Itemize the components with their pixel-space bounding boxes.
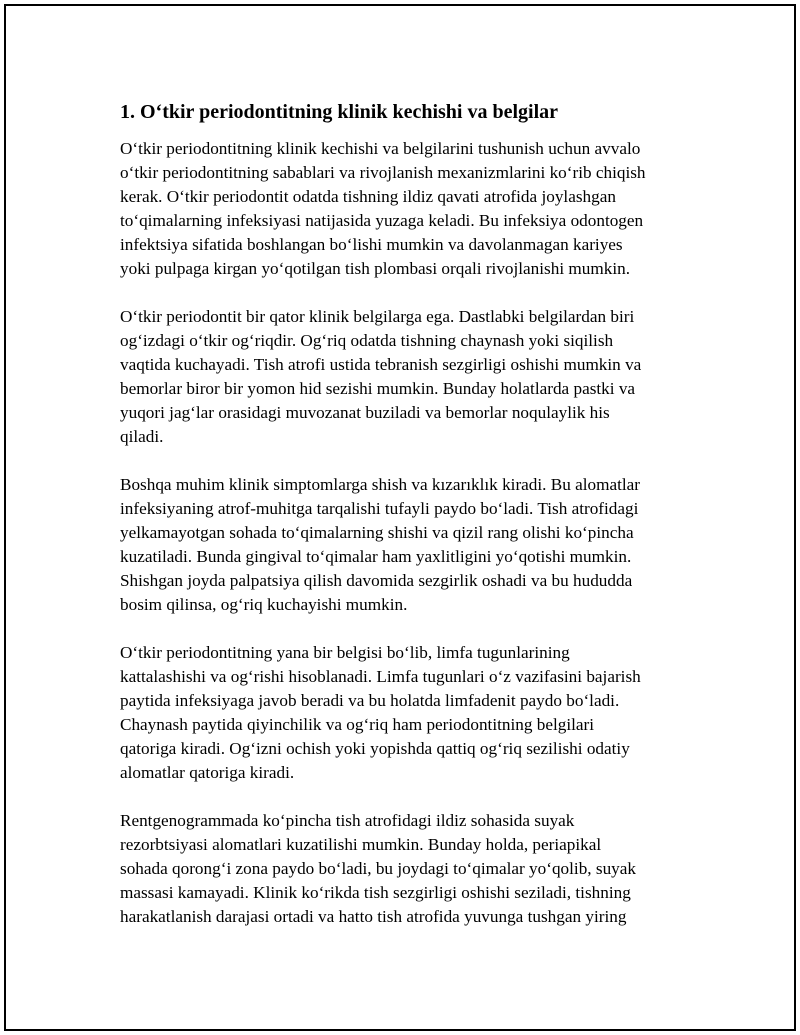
text-line: bemorlar biror bir yomon hid sezishi mumkin. Bunday holatlarda pastki va [120, 379, 636, 398]
text-line: Boshqa muhim klinik simptomlarga shish va kızarıklık kiradi. Bu alomatlar [120, 475, 641, 494]
text-line: O‘tkir periodontitning klinik kechishi va belgilarini tushunish uchun avvalo [120, 139, 641, 158]
text-line: vaqtida kuchayadi. Tish atrofi ustida tebranish sezgirligi oshishi mumkin va [120, 355, 642, 374]
text-line: massasi kamayadi. Klinik ko‘rikda tish sezgirligi oshishi seziladi, tishning [120, 883, 631, 902]
text-line: infeksiyaning atrof-muhitga tarqalishi tufayli paydo bo‘ladi. Tish atrofidagi [120, 499, 639, 518]
text-line: bosim qilinsa, og‘riq kuchayishi mumkin. [120, 595, 408, 614]
paragraph-1 [120, 137, 692, 281]
text-line: sohada qorong‘i zona paydo bo‘ladi, bu joydagi to‘qimalar yo‘qolib, suyak [120, 859, 636, 878]
text-line: kerak. O‘tkir periodontit odatda tishning ildiz qavati atrofida joylashgan [120, 187, 616, 206]
text-line: yelkamayotgan sohada to‘qimalarning shishi va qizil rang olishi ko‘pincha [120, 523, 634, 542]
text-line: yoki pulpaga kirgan yo‘qotilgan tish plombasi orqali rivojlanishi mumkin. [120, 259, 631, 278]
page-frame [4, 4, 796, 1031]
section-heading: 1. O‘tkir periodontitning klinik kechishi va belgilar [120, 101, 559, 123]
paragraph-4 [120, 641, 692, 785]
text-line: yuqori jag‘lar orasidagi muvozanat buziladi va bemorlar noqulaylik his [120, 403, 610, 422]
text-line: o‘tkir periodontitning sabablari va rivojlanish mexanizmlarini ko‘rib chiqish [120, 163, 646, 182]
text-line: qiladi. [120, 427, 164, 446]
text-line: alomatlar qatoriga kiradi. [120, 763, 295, 782]
paragraph-5 [120, 809, 692, 929]
text-line: Rentgenogrammada ko‘pincha tish atrofidagi ildiz sohasida suyak [120, 811, 575, 830]
paragraph-3 [120, 473, 692, 617]
text-line: O‘tkir periodontitning yana bir belgisi bo‘lib, limfa tugunlarining [120, 643, 570, 662]
text-line: rezorbtsiyasi alomatlari kuzatilishi mumkin. Bunday holda, periapikal [120, 835, 602, 854]
text-line: O‘tkir periodontit bir qator klinik belgilarga ega. Dastlabki belgilardan biri [120, 307, 635, 326]
text-line: qatoriga kiradi. Og‘izni ochish yoki yopishda qattiq og‘riq sezilishi odatiy [120, 739, 630, 758]
text-line: paytida infeksiyaga javob beradi va bu holatda limfadenit paydo bo‘ladi. [120, 691, 620, 710]
text-line: harakatlanish darajasi ortadi va hatto tish atrofida yuvunga tushgan yiring [120, 907, 627, 926]
text-line: Shishgan joyda palpatsiya qilish davomida sezgirlik oshadi va bu hududda [120, 571, 633, 590]
text-line: kattalashishi va og‘rishi hisoblanadi. Limfa tugunlari o‘z vazifasini bajarish [120, 667, 641, 686]
text-line: infektsiya sifatida boshlangan bo‘lishi mumkin va davolanmagan kariyes [120, 235, 623, 254]
document-body [120, 98, 692, 953]
text-line: Chaynash paytida qiyinchilik va og‘riq ham periodontitning belgilari [120, 715, 594, 734]
paragraph-2 [120, 305, 692, 449]
text-line: kuzatiladi. Bunda gingival to‘qimalar ham yaxlitligini yo‘qotishi mumkin. [120, 547, 632, 566]
text-line: to‘qimalarning infeksiyasi natijasida yuzaga keladi. Bu infeksiya odontogen [120, 211, 644, 230]
text-line: og‘izdagi o‘tkir og‘riqdir. Og‘riq odatda tishning chaynash yoki siqilish [120, 331, 614, 350]
